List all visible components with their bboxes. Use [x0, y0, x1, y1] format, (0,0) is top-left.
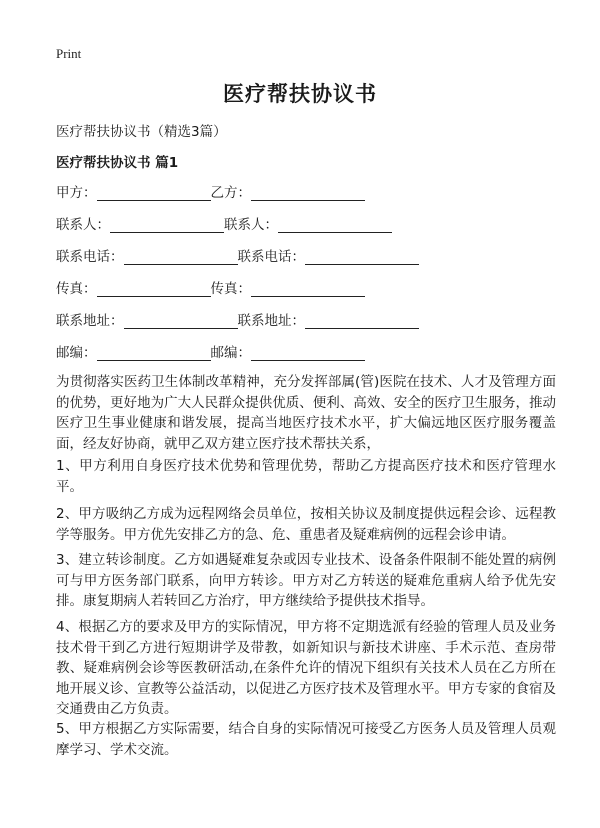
field-blank-contact-a: [110, 217, 224, 233]
field-label-contact-a: 联系人：: [56, 217, 110, 233]
field-row-postcode: [56, 341, 365, 361]
field-row-contact: [56, 213, 392, 233]
field-label-postcode-b: 邮编：: [210, 345, 251, 361]
field-label-phone-a: 联系电话：: [56, 249, 124, 265]
subtitle: 医疗帮扶协议书（精选3篇）: [56, 124, 227, 140]
field-row-fax: [56, 277, 365, 297]
paragraph-clause-3: 3、建立转诊制度。乙方如遇疑难复杂或因专业技术、设备条件限制不能处置的病例可与甲方医务部门联系，向甲方转诊。甲方对乙方转送的疑难危重病人给予优先安排。康复期病人若转回乙方治疗，甲方继续给予提供技术指导。: [56, 552, 556, 609]
field-label-party-b: 乙方：: [210, 185, 251, 201]
field-label-postcode-a: 邮编：: [56, 345, 97, 361]
page-title: 医疗帮扶协议书: [223, 82, 377, 106]
field-row-address: [56, 309, 419, 329]
field-label-phone-b: 联系电话：: [237, 249, 305, 265]
field-label-fax-b: 传真：: [210, 281, 251, 297]
paragraph-intro: 为贯彻落实医药卫生体制改革精神，充分发挥部属(管)医院在技术、人才及管理方面的优势，更好地为广大人民群众提供优质、便利、高效、安全的医疗卫生服务，推动医疗卫生事业健康和谐发展，提高当地医疗技术水平，扩大偏远地区医疗服务覆盖面，经友好协商，就甲乙双方建立医疗技术帮扶关系，: [56, 374, 556, 452]
field-label-address-b: 联系地址：: [237, 313, 305, 329]
field-blank-postcode-b: [251, 345, 365, 361]
field-blank-phone-b: [305, 249, 419, 265]
field-blank-contact-b: [278, 217, 392, 233]
field-blank-postcode-a: [97, 345, 211, 361]
section-heading: 医疗帮扶协议书 篇1: [56, 155, 179, 171]
field-blank-address-b: [305, 313, 419, 329]
field-label-party-a: 甲方：: [56, 185, 97, 201]
paragraph-clause-1: 1、甲方利用自身医疗技术优势和管理优势，帮助乙方提高医疗技术和医疗管理水平。: [56, 458, 556, 495]
field-blank-party-a: [97, 185, 211, 201]
field-blank-address-a: [124, 313, 238, 329]
field-blank-phone-a: [124, 249, 238, 265]
field-label-address-a: 联系地址：: [56, 313, 124, 329]
paragraph-clause-4: 4、根据乙方的要求及甲方的实际情况，甲方将不定期选派有经验的管理人员及业务技术骨干到乙方进行短期讲学及带教，如新知识与新技术讲座、手术示范、查房带教、疑难病例会诊等医教研活动,在条件允许的情况下组织有关技术人员在乙方所在地开展义诊、宣教等公益活动，以促进乙方医疗技术及管理水平。甲方专家的食宿及交通费由乙方负责。: [56, 619, 556, 717]
paragraph-clause-2: 2、甲方吸纳乙方成为远程网络会员单位，按相关协议及制度提供远程会诊、远程教学等服务。甲方优先安排乙方的急、危、重患者及疑难病例的远程会诊申请。: [56, 506, 556, 543]
field-label-contact-b: 联系人：: [224, 217, 278, 233]
field-row-phone: [56, 245, 419, 265]
field-blank-fax-b: [251, 281, 365, 297]
field-blank-party-b: [251, 185, 365, 201]
print-link[interactable]: Print: [56, 46, 82, 61]
field-row-party: [56, 181, 365, 201]
field-label-fax-a: 传真：: [56, 281, 97, 297]
field-blank-fax-a: [97, 281, 211, 297]
paragraph-clause-5: 5、甲方根据乙方实际需要，结合自身的实际情况可接受乙方医务人员及管理人员观摩学习、学术交流。: [56, 721, 556, 758]
